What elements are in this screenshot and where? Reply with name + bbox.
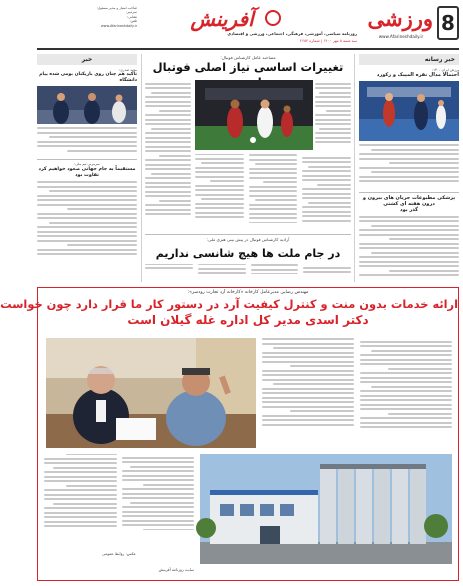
right-body-1	[359, 144, 459, 190]
right-column	[359, 54, 459, 282]
center-sub-kicker: آرادیه کارشناس فوتبال در پیش بینی هنری ملی:	[206, 237, 290, 242]
pub-info-2: سردبیر:	[125, 10, 137, 15]
center-body-2	[145, 264, 351, 282]
feature-body-top	[262, 338, 452, 448]
masthead-rule	[37, 48, 459, 50]
left-photo	[37, 86, 137, 124]
left-divider	[37, 159, 137, 160]
right-col-rule	[354, 54, 355, 282]
section-title: ورزشی	[367, 6, 433, 31]
feature-footer-note: سایت روزنامه آفرینش	[158, 567, 194, 572]
right-headline-2b: گذر بود	[400, 207, 418, 214]
right-body-2	[359, 216, 459, 286]
feature-photo-factory	[200, 454, 452, 564]
right-divider	[359, 192, 459, 193]
center-headline-2: در جام ملت ها هیچ شانسی نداریم	[155, 247, 341, 260]
pub-info-3: نشانی:	[127, 14, 137, 19]
center-body-right	[315, 80, 351, 150]
page-number: 8	[441, 11, 455, 35]
feature-photo-meeting	[46, 338, 256, 448]
left-headline-2: مستقیماً به جام جهانی صعود خواهیم کرد	[38, 166, 136, 172]
left-column	[37, 54, 137, 282]
center-photo	[195, 80, 313, 150]
feature-headline-line1	[0, 297, 458, 312]
left-body-2	[37, 181, 137, 265]
tagline: روزنامه سیاسی، آموزشی، فرهنگی، اجتماعی، ورزشی و اقتصادی	[227, 31, 357, 36]
logo-emblem-icon	[265, 10, 281, 26]
left-kicker-2: سرمربی تیم ملی:	[74, 162, 100, 167]
right-kicker-1: ورزش ایران ۱۴۰۰:	[432, 68, 459, 72]
center-body-mid	[195, 154, 351, 230]
feature-headline-main: ارائه خدمات بدون منت و کنترل کیفیت آرد در دستور کار ما قرار دارد	[75, 297, 458, 312]
right-photo	[359, 81, 459, 141]
right-headline-2: پزشکی مطبوعات جریان های بیرون و درون هفته ای کشتی	[362, 195, 456, 208]
logo-text: آفرینش	[190, 7, 254, 31]
website-label: www.Afarineshdaily.ir	[378, 34, 424, 39]
left-caption-2: تفاوت بود	[75, 172, 99, 178]
right-headline-1: احتمالا مدال نقره المپیک و رکورد	[376, 72, 459, 79]
center-kicker: مصاحبه عامل کارشناس فوتبال:	[220, 55, 276, 60]
left-headline-1: تاکید هم چنان روی بازیکنان بومی شده پیام دانشگاه	[39, 72, 137, 84]
masthead-center	[137, 6, 357, 46]
center-body-left	[145, 80, 191, 230]
feature-frame	[0, 287, 459, 581]
date-line: سه شنبه ۸ مهر ۱۴۰۰ | شماره ۲۶۸۴	[299, 38, 357, 43]
feature-headline-line2: دکتر اسدی مدیر کل اداره غله گیلان است	[127, 313, 369, 328]
feature-body-left	[44, 454, 194, 550]
publisher-info	[37, 6, 137, 46]
left-section-label: خبر	[37, 54, 137, 65]
center-headline: تغییرات اساسی نیاز اصلی فوتبال	[152, 60, 344, 75]
left-kicker-1: مجید صدری:	[119, 68, 137, 72]
center-divider	[145, 234, 351, 235]
left-col-rule	[141, 54, 142, 282]
right-section-label: خبر رسانه	[359, 54, 459, 65]
center-block	[145, 54, 351, 282]
pub-info-5: www.Afarineshdaily.ir	[100, 23, 137, 28]
left-body-1	[37, 127, 137, 157]
page-number-box	[437, 6, 459, 40]
pub-info-1: صاحب امتیاز و مدیر مسئول:	[96, 6, 137, 10]
pub-info-4: تلفن:	[129, 19, 137, 24]
masthead	[37, 6, 459, 46]
feature-headline-tail: چون خواست	[0, 297, 72, 312]
feature-photo-caption: عکس: روابط عمومی	[102, 551, 136, 556]
feature-kicker: مهندس رضایی مدیرعامل کارخانه «کارخانه آرد تجارت رودسر»:	[187, 290, 309, 295]
logo	[177, 6, 267, 32]
